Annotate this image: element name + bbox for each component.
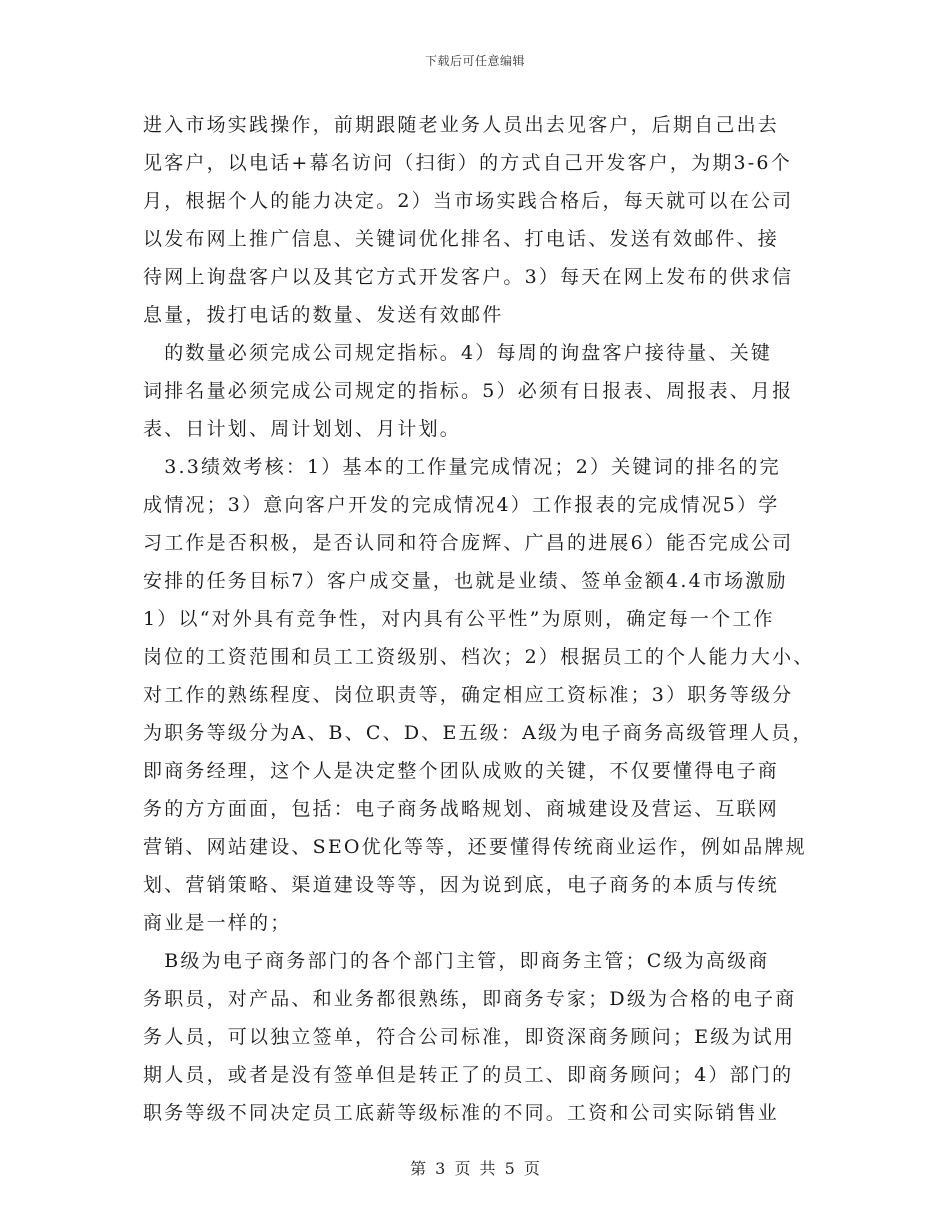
text-line: 为职务等级分为A、B、C、D、E五级：A级为电子商务高级管理人员，: [143, 722, 814, 744]
text-line: 划、营销策略、渠道建设等等，因为说到底，电子商务的本质与传统: [143, 874, 780, 896]
text-line: 营销、网站建设、SEO优化等等，还要懂得传统商业运作，例如品牌规: [143, 836, 807, 858]
text-line: 见客户，以电话+幕名访问（扫街）的方式自己开发客户，为期3-6个: [143, 152, 792, 174]
text-line: 习工作是否积极，是否认同和符合庞辉、广昌的进展6）能否完成公司: [143, 532, 794, 554]
text-line: 月，根据个人的能力决定。2）当市场实践合格后，每天就可以在公司: [143, 190, 794, 212]
text-line: 词排名量必须完成公司规定的指标。5）必须有日报表、周报表、月报: [143, 380, 794, 402]
text-line: 3.3绩效考核：1）基本的工作量完成情况；2）关键词的排名的完: [143, 456, 781, 478]
text-line: 务职员，对产品、和业务都很熟练，即商务专家；D级为合格的电子商: [143, 988, 797, 1010]
text-line: 务人员，可以独立签单，符合公司标准，即资深商务顾问；E级为试用: [143, 1026, 796, 1048]
text-line: 的数量必须完成公司规定指标。4）每周的询盘客户接待量、关键: [143, 342, 773, 364]
text-line: 期人员，或者是没有签单但是转正了的员工、即商务顾问；4）部门的: [143, 1064, 794, 1086]
text-line: B级为电子商务部门的各个部门主管，即商务主管；C级为高级商: [143, 950, 770, 972]
text-line: 岗位的工资范围和员工工资级别、档次；2）根据员工的个人能力大小、: [143, 646, 815, 668]
paragraph-2: [143, 334, 815, 448]
text-line: 1）以“对外具有竞争性，对内具有公平性”为原则，确定每一个工作: [143, 608, 775, 630]
text-line: 即商务经理，这个人是决定整个团队成败的关键，不仅要懂得电子商: [143, 760, 780, 782]
text-line: 务的方方面面，包括：电子商务战略规划、商城建设及营运、互联网: [143, 798, 780, 820]
text-line: 表、日计划、周计划划、月计划。: [143, 418, 462, 440]
text-line: 成情况；3）意向客户开发的完成情况4）工作报表的完成情况5）学: [143, 494, 780, 516]
page-header: 下载后可任意编辑: [424, 54, 525, 68]
text-line: 职务等级不同决定员工底薪等级标准的不同。工资和公司实际销售业: [143, 1102, 780, 1124]
paragraph-1: [143, 106, 815, 334]
text-line: 对工作的熟练程度、岗位职责等，确定相应工资标准；3）职务等级分: [143, 684, 794, 706]
text-line: 商业是一样的；: [143, 912, 292, 934]
text-line: 安排的任务目标7）客户成交量，也就是业绩、签单金额4.4市场激励: [143, 570, 788, 592]
text-line: 以发布网上推广信息、关键词优化排名、打电话、发送有效邮件、接: [143, 228, 780, 250]
page-number-footer: 第 3 页 共 5 页: [410, 1159, 540, 1178]
text-line: 进入市场实践操作，前期跟随老业务人员出去见客户，后期自己出去: [143, 114, 780, 136]
text-line: 待网上询盘客户以及其它方式开发客户。3）每天在网上发布的供求信: [143, 266, 794, 288]
document-body: [143, 106, 815, 1132]
text-line: 息量，拨打电话的数量、发送有效邮件: [143, 304, 504, 326]
paragraph-4: [143, 942, 815, 1132]
paragraph-3: [143, 448, 815, 942]
